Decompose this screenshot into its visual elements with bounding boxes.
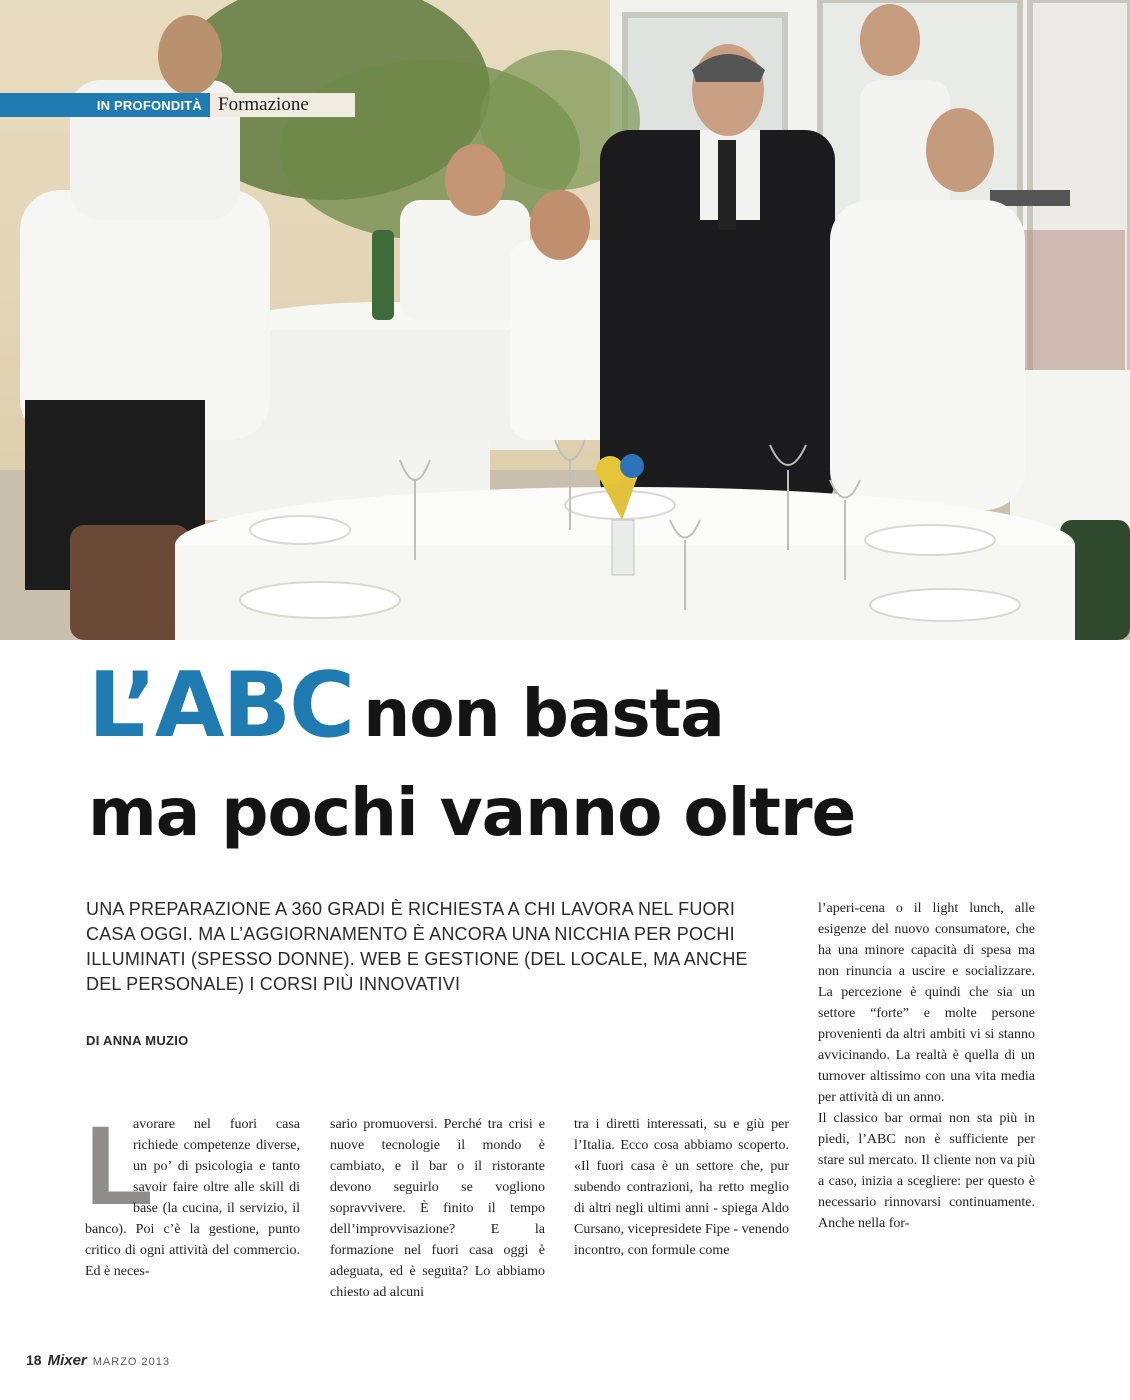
body-column-3 <box>574 1114 789 1261</box>
body-text: tra i diretti interessati, su e giù per l’Italia. Ecco cosa abbiamo scoperto. «Il fuori casa è un settore che, pur subendo contrazioni, ha retto meglio di altri negli ultimi anni - spiega Aldo Cursano, vicepresidete Fipe - venendo incontro, con formule come <box>574 1117 789 1258</box>
body-text: avorare nel fuori casa richiede competenze diverse, un po’ di psicologia e tanto savoir faire oltre alle skill di base (la cucina, il servizio, il banco). Poi c’è la gestione, punto critico di ogni attività del commercio. Ed è neces- <box>85 1117 300 1279</box>
hero-photo <box>0 0 1130 640</box>
headline-line-2: ma pochi vanno oltre <box>88 774 856 851</box>
headline-accent: L’ABC <box>88 653 354 758</box>
byline: DI ANNA MUZIO <box>86 1033 189 1048</box>
body-text: sario promuoversi. Perché tra crisi e nuove tecnologie il mondo è cambiato, e il bar o il ristorante devono seguirlo se vogliono sopravvivere. È finito il tempo dell’improvvisazione? E la formazione nel fuori casa oggi è adeguata, ed è seguita? Lo abbiamo chiesto ad alcuni <box>330 1117 545 1300</box>
body-column-2 <box>330 1114 545 1303</box>
body-text: Il classico bar ormai non sta più in piedi, l’ABC non è sufficiente per stare sul mercato. Il cliente non va più a caso, inizia a scegliere: per questo è necessario rinnovarsi continuamente. Anche nella for- <box>818 1111 1035 1231</box>
drop-cap: L <box>85 1103 154 1228</box>
magazine-name: Mixer <box>47 1352 87 1369</box>
body-text: l’aperi-cena o il light lunch, alle esigenze del nuovo consumatore, che ha una minore capacità di spesa ma non rinuncia a uscire e socializzare. La percezione è quindi che sia un settore “forte” e molte persone provenienti da altri ambiti vi si stanno avvicinando. La realtà è quella di un turnover altissimo con una vita media per attività di un anno. <box>818 901 1035 1105</box>
issue-date: MARZO 2013 <box>92 1356 171 1368</box>
body-column-4 <box>818 898 1035 1234</box>
page-number: 18 <box>26 1352 42 1368</box>
headline-line-1 <box>88 653 1088 769</box>
section-name: Formazione <box>218 94 309 115</box>
section-header <box>0 93 355 117</box>
body-column-1 <box>85 1103 300 1282</box>
page-footer <box>26 1352 170 1369</box>
section-tag: IN PROFONDITÀ <box>0 93 210 117</box>
article-headline <box>88 653 1088 857</box>
headline-rest: non basta <box>363 675 724 752</box>
article-lede: UNA PREPARAZIONE A 360 GRADI È RICHIESTA A CHI LAVORA NEL FUORI CASA OGGI. MA L’AGGIORNAMENTO È ANCORA UNA NICCHIA PER POCHI ILLUMINATI (SPESSO DONNE). WEB E GESTIONE (DEL LOCALE, MA ANCHE DEL PERSONALE) I CORSI PIÙ INNOVATIVI <box>86 899 748 994</box>
